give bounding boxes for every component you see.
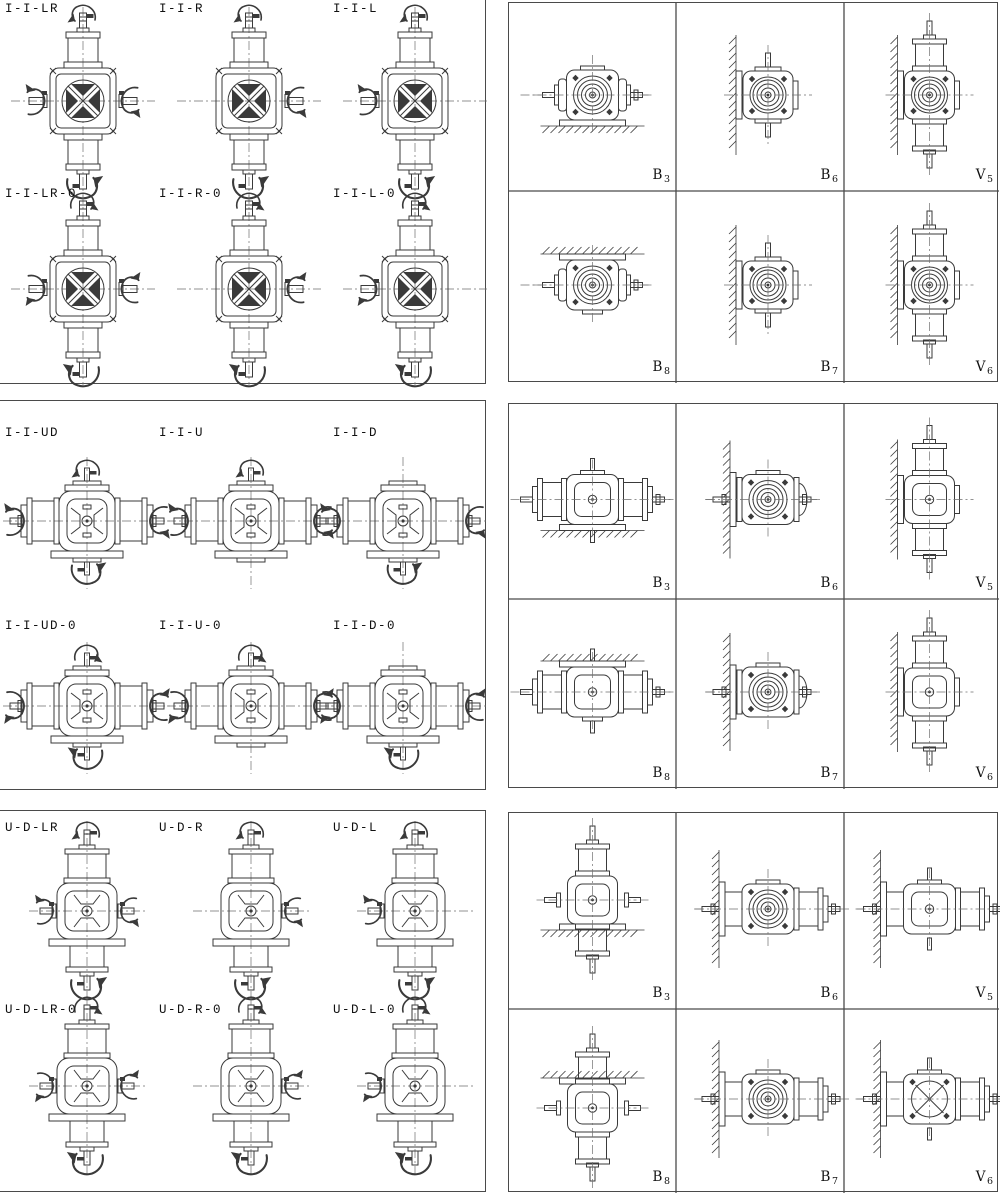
variant-label: I-I-LR (5, 2, 60, 16)
mounting-code-label (636, 1170, 670, 1189)
mounting-code-label (959, 360, 993, 379)
variant-label: I-I-L-0 (333, 187, 397, 201)
variant-label: U-D-R-0 (159, 1003, 223, 1017)
mounting-code-base: B (652, 167, 663, 183)
mounting-code-subscript: 3 (663, 991, 670, 1003)
mounting-code-subscript: 5 (986, 173, 993, 185)
mounting-code-subscript: 6 (986, 365, 993, 377)
mounting-code-label (959, 168, 993, 187)
mounting-code-base: B (652, 1169, 663, 1185)
mounted-gearbox-drawing (694, 850, 850, 968)
mounting-code-subscript: 7 (831, 365, 838, 377)
mounting-code-label (804, 766, 838, 785)
mounting-code-subscript: 3 (663, 173, 670, 185)
mounting-code-subscript: 5 (986, 991, 993, 1003)
mounting-grid-canvas (509, 404, 999, 789)
mounted-gearbox-drawing (537, 1026, 649, 1189)
gearbox-variant-drawing (3, 642, 171, 774)
gearbox-variant-drawing (343, 5, 487, 198)
panel-i-i-up-down-variants (0, 400, 486, 790)
variant-label: U-D-L-0 (333, 1003, 397, 1017)
mounting-code-label (959, 576, 993, 595)
variant-label: U-D-L (333, 821, 379, 835)
mounted-gearbox-drawing (511, 649, 675, 733)
variant-label: I-I-UD (5, 426, 60, 440)
mounting-code-base: V (975, 1169, 986, 1185)
variant-label: U-D-LR-0 (5, 1003, 78, 1017)
gearbox-variant-drawing (319, 642, 487, 774)
mounting-code-base: B (652, 985, 663, 1001)
panel-mounting-positions-row-3 (508, 812, 998, 1192)
mounting-code-base: B (820, 167, 831, 183)
mounting-code-base: V (975, 765, 986, 781)
mounted-gearbox-drawing (705, 633, 821, 751)
gearbox-variant-drawing (167, 457, 335, 589)
mounting-code-base: B (820, 985, 831, 1001)
variant-label: I-I-L (333, 2, 379, 16)
mounting-code-label (636, 986, 670, 1005)
variant-label: U-D-R (159, 821, 205, 835)
mounting-code-base: V (975, 985, 986, 1001)
mounting-code-label (804, 986, 838, 1005)
mounting-code-subscript: 6 (831, 581, 838, 593)
mounting-code-label (636, 360, 670, 379)
mounted-gearbox-drawing (856, 850, 1000, 968)
variant-label: I-I-UD-0 (5, 619, 78, 633)
mounting-code-label (959, 1170, 993, 1189)
mounting-code-base: B (820, 765, 831, 781)
mounted-gearbox-drawing (724, 35, 812, 155)
mounting-code-base: B (652, 765, 663, 781)
gearbox-variant-drawing (177, 5, 321, 198)
mounting-code-subscript: 6 (831, 173, 838, 185)
mounting-code-label (636, 168, 670, 187)
gearbox-variant-drawing (11, 193, 155, 386)
mounting-code-base: B (652, 575, 663, 591)
mounted-gearbox-drawing (724, 225, 812, 345)
panel-mounting-positions-row-1 (508, 2, 998, 382)
variant-label: I-I-U-0 (159, 619, 223, 633)
mounted-gearbox-drawing (856, 1040, 1000, 1158)
mounting-code-label (959, 766, 993, 785)
mounting-code-label (636, 576, 670, 595)
gearbox-variant-drawing (167, 642, 335, 774)
mounting-code-subscript: 5 (986, 581, 993, 593)
mounting-code-label (636, 766, 670, 785)
mounting-code-subscript: 6 (986, 771, 993, 783)
variant-label: I-I-U (159, 426, 205, 440)
mounting-code-label (959, 986, 993, 1005)
gearbox-variant-drawing (193, 996, 309, 1174)
mounting-code-subscript: 8 (663, 365, 670, 377)
gearbox-variant-drawing (319, 457, 487, 589)
mounting-code-subscript: 6 (986, 1175, 993, 1187)
mounted-gearbox-drawing (705, 441, 821, 559)
variant-label: I-I-D-0 (333, 619, 397, 633)
mounting-code-subscript: 3 (663, 581, 670, 593)
gearbox-variant-drawing (193, 821, 309, 999)
mounted-gearbox-drawing (694, 1040, 850, 1158)
gearbox-variant-drawing (29, 821, 145, 999)
gearbox-variant-drawing (29, 996, 145, 1174)
variant-label: U-D-LR (5, 821, 60, 835)
mounting-code-subscript: 6 (831, 991, 838, 1003)
gearbox-variant-drawing (11, 5, 155, 198)
variant-drawings-canvas (0, 401, 487, 791)
panel-i-i-side-shaft-variants (0, 0, 486, 384)
mounted-gearbox-drawing (511, 459, 675, 543)
gearbox-variant-drawing (357, 821, 473, 999)
mounting-code-base: V (975, 359, 986, 375)
variant-label: I-I-D (333, 426, 379, 440)
mounting-code-subscript: 8 (663, 1175, 670, 1187)
gearbox-variant-drawing (343, 193, 487, 386)
mounted-gearbox-drawing (886, 13, 974, 176)
mounting-code-subscript: 7 (831, 771, 838, 783)
gearbox-variant-drawing (177, 193, 321, 386)
gearbox-variant-drawing (357, 996, 473, 1174)
mounting-code-base: B (820, 575, 831, 591)
mounted-gearbox-drawing (886, 418, 974, 581)
variant-drawings-canvas (0, 811, 487, 1193)
mounting-code-base: V (975, 575, 986, 591)
mounting-grid-canvas (509, 813, 999, 1193)
mounted-gearbox-drawing (521, 55, 653, 135)
variant-label: I-I-R (159, 2, 205, 16)
mounting-grid-canvas (509, 3, 999, 383)
mounting-code-label (804, 168, 838, 187)
mounting-code-subscript: 7 (831, 1175, 838, 1187)
mounted-gearbox-drawing (886, 610, 974, 773)
panel-mounting-positions-row-2 (508, 403, 998, 788)
mounting-code-base: B (820, 1169, 831, 1185)
mounting-code-base: V (975, 167, 986, 183)
variant-label: I-I-LR-0 (5, 187, 78, 201)
mounting-code-label (804, 360, 838, 379)
mounted-gearbox-drawing (886, 203, 974, 366)
mounting-code-base: B (820, 359, 831, 375)
mounting-code-subscript: 8 (663, 771, 670, 783)
mounted-gearbox-drawing (521, 245, 653, 325)
mounting-code-label (804, 1170, 838, 1189)
mounted-gearbox-drawing (537, 818, 649, 981)
panel-u-d-variants (0, 810, 486, 1192)
mounting-code-base: B (652, 359, 663, 375)
gearbox-variant-drawing (3, 457, 171, 589)
variant-label: I-I-R-0 (159, 187, 223, 201)
mounting-code-label (804, 576, 838, 595)
